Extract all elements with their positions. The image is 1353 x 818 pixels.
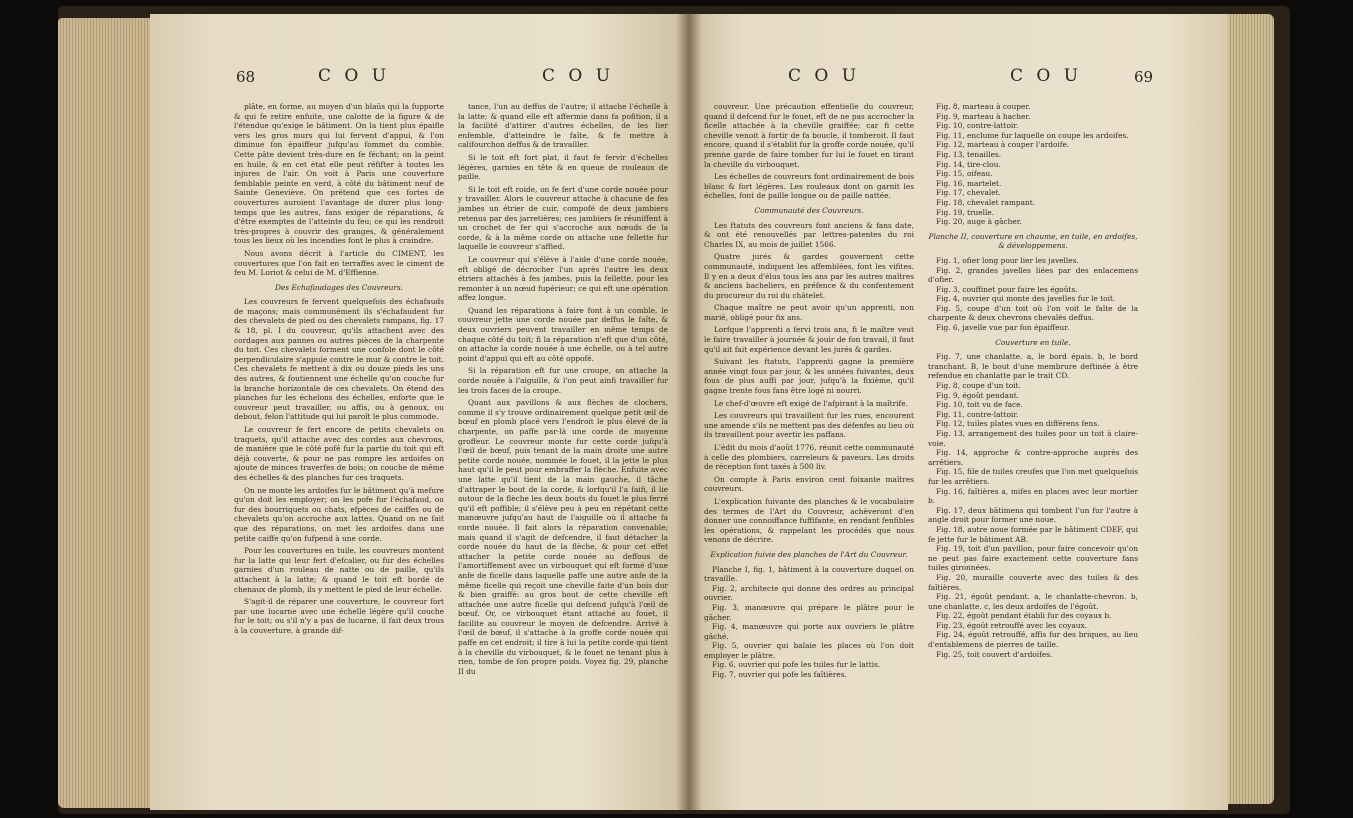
figure-entry: Fig. 2, grandes javelles liées par des enlacemens d'ofier. bbox=[928, 265, 1138, 285]
figure-entry: Fig. 15, file de tuiles creufes que l'on met quelquefois fur les arrêtiers. bbox=[928, 467, 1138, 486]
running-head-left-2: C O U bbox=[542, 66, 615, 86]
paragraph: Chaque maître ne peut avoir qu'un apprenti, non marié, obligé pour fix ans. bbox=[704, 303, 914, 322]
section-heading: Planche II, couverture en chaume, en tuile, en ardoifes, & développemens. bbox=[928, 231, 1138, 251]
paragraph: Si le toit eft fort plat, il faut fe fervir d'échelles légères, garnies en tête & en queue de rouleaux de paille. bbox=[458, 152, 668, 182]
right-page-column-1 bbox=[704, 102, 914, 680]
paragraph: Suivant les ftatuts, l'apprenti gagne la première année vingt fous par jour, & les années fuivantes, deux fous de plus auffi par jour, jufqu'à la fixième, qu'il gagne trente fous fans être logé ni nourri. bbox=[704, 357, 914, 396]
figure-entry: Fig. 24, égoût retrouffé, affis fur des briques, au lieu d'entablemens de pierres de taille. bbox=[928, 630, 1138, 650]
figure-entry: Fig. 18, chevalet rampant. bbox=[936, 197, 1036, 207]
figure-entry: Fig. 6, ouvrier qui pofe les tuiles fur le lattis. bbox=[712, 660, 881, 670]
paragraph: Les échelles de couvreurs font ordinairement de bois blanc & fort légères. Les rouleaux dont on garnit les échelles, font de paille longue ou de paille nattée. bbox=[704, 172, 914, 201]
figure-entry: Fig. 16, faîtières a, mifes en places avec leur mortier b. bbox=[928, 486, 1138, 506]
figure-entry: Fig. 13, arrangement des tuiles pour un toit à claire-voie. bbox=[928, 429, 1138, 448]
paragraph: plâte, en forme, au moyen d'un blaûs qui la fupporte & qui fe retire enfuite, une calotte de la figure & de l'étendue qu'exige le bâtiment. On la tient plus épaifle vers les gros murs qui lui fervent d'appui, & l'on diminue fon épaiffeur jufqu'au fommet du comble. Cette pâte devient très-dure en fe féchant; on la peint en huile, & en cet état elle peut réfifter à toutes les injures de l'air. On voit à Paris une couverture femblable peinte en verd, à côté du bâtiment neuf de Sainte Geneviève. On prétend que ces fortes de couvertures auroient l'avantage de durer plus long-temps que les autres, fans exiger de réparations, & d'être exemptes de l'atteinte du feu; ce qui les rendroit très-propres à couvrir des granges, & généralement tous les lieux où les incendies font le plus à craindre. bbox=[234, 102, 444, 246]
right-page bbox=[688, 14, 1228, 810]
paragraph: Les couvreurs fe fervent quelquefois des échafauds de maçons; mais communément ils s'échafaudent fur des chevalets de pied ou des chevalets rampans, fig. 17 & 18, pl. I du couvreur, qu'ils attachent avec des cordages aux pannes ou autres pièces de la charpente du toit. Ces chevalets forment une confole dont le côté perpendiculaire s'appuie contre le mur & contre le toit. Ces chevalets fe mettent à dix ou douze pieds les uns des autres, & foutiennent une échelle qu'on couche fur la branche horizontale de ces chevalets. On étend des planches fur les échelons des échelles, enforte que le couvreur peut travailler, ou affis, ou à genoux, ou debout, felon l'attitude qui lui paroît le plus commode. bbox=[234, 297, 444, 422]
paragraph: Si la réparation eft fur une croupe, on attache la corde nouée à l'aiguille, & l'on peut ainfi travailler fur les trois faces de la croupe. bbox=[458, 366, 668, 395]
figure-entry: Fig. 7, une chanlatte. a, le bord épais. b, le bord tranchant. B, le bout d'une membrure deftinée à être refendue en chanlatte par le trait CD. bbox=[928, 352, 1138, 381]
section-heading: Explication fuivie des planches de l'Art du Couvreur. bbox=[710, 549, 908, 559]
paragraph: Le chef-d'œuvre eft exigé de l'afpirant à la maîtrife. bbox=[714, 398, 909, 408]
figure-entry: Fig. 5, ouvrier qui balaie les places où l'on doit employer le plâtre. bbox=[704, 641, 914, 660]
paragraph: Les couvreurs qui travaillent fur les rues, encourent une amende s'ils ne mettent pas des défenfes au lieu où ils travaillent pour avertir les paffans. bbox=[704, 411, 914, 440]
paragraph: On ne monte les ardoifes fur le bâtiment qu'à mefure qu'on doit les employer; on les pofe fur l'échafaud, ou fur des bourriquets ou chats, efpèces de caiffes ou de chevalets qu'on accroche aux lattes. Quand on ne fait que des réparations, on met les ardoifes dans une petite caiffe qu'on fufpend à une corde. bbox=[234, 485, 444, 543]
figure-entry: Fig. 2, architecte qui donne des ordres au principal ouvrier. bbox=[704, 583, 914, 603]
left-page-stack bbox=[58, 18, 154, 808]
figure-entry: Fig. 22, égoût pendant établi fur des coyaux b. bbox=[936, 611, 1112, 621]
section-heading: Des Echafaudages des Couvreurs. bbox=[274, 282, 404, 292]
page-number-left: 68 bbox=[236, 68, 256, 86]
figure-entry: Fig. 4, ouvrier qui monte des javelles fur le toit. bbox=[936, 294, 1116, 304]
running-head-right-2: C O U bbox=[1010, 66, 1083, 86]
paragraph: L'édit du mois d'août 1776, réunit cette communauté à celle des plombiers, carreleurs & paveurs. Les droits de réception font taxés à 500 liv. bbox=[704, 443, 914, 472]
figure-entry: Fig. 3, manœuvre qui prépare le plâtre pour le gâcher. bbox=[704, 602, 914, 622]
figure-entry: Fig. 1, ofier long pour lier les javelles. bbox=[936, 255, 1079, 265]
figure-entry: Fig. 8, coupe d'un toit. bbox=[936, 381, 1021, 391]
paragraph: Les ftatuts des couvreurs font anciens & fans date, & ont été renouvellés par lettres-patentes du roi Charles IX, au mois de juillet 1566. bbox=[704, 220, 914, 249]
figure-entry: Fig. 12, tuiles plates vues en différens fens. bbox=[936, 419, 1100, 429]
figure-entry: Fig. 16, martelet. bbox=[936, 178, 1002, 188]
figure-entry: Fig. 17, deux bâtimens qui tombent l'un fur l'autre à angle droit pour former une noue. bbox=[928, 505, 1138, 525]
paragraph: Quand les réparations à faire font à un comble, le couvreur jette une corde nouée par deffus le faîte, & deux ouvriers peuvent travailler en même temps de chaque côté du toit; fi la réparation n'eft que d'un côté, on attache la corde nouée à une échelle, ou à tel autre point d'appui qui eft au côté oppofé. bbox=[458, 305, 668, 363]
figure-entry: Fig. 17, chevalet. bbox=[936, 188, 1001, 198]
paragraph: L'explication fuivante des planches & le vocabulaire des termes de l'Art du Couvreur, achèveront d'en donner une connoiffance fuffifante, en rendant fenfibles les opérations, & rappelant les procédés que nous venons de décrire. bbox=[704, 496, 914, 545]
section-heading: Communauté des Couvreurs. bbox=[754, 205, 864, 215]
left-page bbox=[150, 14, 690, 810]
page-number-right: 69 bbox=[1134, 68, 1154, 86]
figure-entry: Fig. 14, tire-clou. bbox=[936, 159, 1001, 169]
section-heading: Couverture en tuile. bbox=[995, 337, 1071, 347]
figure-entry: Fig. 9, égoût pendant. bbox=[936, 390, 1020, 400]
figure-entry: Fig. 11, contre-lattoir. bbox=[936, 409, 1019, 419]
figure-entry: Fig. 4, manœuvre qui porte aux ouvriers le plâtre gâché. bbox=[704, 622, 914, 641]
right-page-stack bbox=[1222, 14, 1274, 804]
figure-entry: Fig. 19, toit d'un pavillon, pour faire concevoir qu'on ne peut pas faire exactement cette couverture fans tuiles gironnées. bbox=[928, 544, 1138, 573]
paragraph: Si le toit eft roide, on fe fert d'une corde nouée pour y travailler. Alors le couvreur attache à chacune de fes jambes un étrier de cuir, compofé de deux jambiers retenus par des jarretières; ces jambiers fe réuniffent à un crochet de fer qui s'accroche aux nœuds de la corde, & à la même corde on attache une fellette fur laquelle le couvreur s'affied. bbox=[458, 184, 668, 252]
running-head-right-1: C O U bbox=[788, 66, 861, 86]
paragraph: Nous avons décrit à l'article du CIMENT, les couvertures que l'on fait en terraffes avec le ciment de feu M. Loriot & celui de M. d'Effienne. bbox=[234, 248, 444, 278]
left-page-column-2 bbox=[458, 102, 668, 679]
figure-entry: Fig. 10, toit vu de face. bbox=[936, 400, 1023, 410]
paragraph: Lorfque l'apprenti a fervi trois ans, fi le maître veut le faire travailler à journée & jouir de fon travail, il faut qu'il ait fait expérience devant les jurés & gardes. bbox=[704, 325, 914, 354]
paragraph: Le couvreur qui s'élève à l'aide d'une corde nouée, eft obligé de décrocher l'un après l'autre les deux étriers attachés à fes jambes, puis la fellette, pour les remonter à un nœud fupérieur; ce qui eft une opération affez longue. bbox=[458, 254, 668, 303]
figure-entry: Fig. 14, approche & contre-approche auprès des arrêtiers. bbox=[928, 448, 1138, 467]
figure-entry: Fig. 19, truelle. bbox=[936, 207, 995, 217]
figure-entry: Fig. 20, auge à gâcher. bbox=[936, 217, 1022, 227]
figure-entry: Fig. 7, ouvrier qui pofe les faîtières. bbox=[712, 670, 847, 680]
paragraph: couvreur. Une précaution effentielle du couvreur, quand il defcend fur le fouet, eft de ne pas accrocher la ficelle attachée à la cheville graiffée; car fi cette cheville venoit à fortir de fa boucle, il tomberoit. Il faut encore, quand il s'établit fur la groffe corde nouée, qu'il prenne garde de faire tomber fur lui le fouet en tirant la cheville du virbouquet. bbox=[704, 102, 914, 169]
paragraph: On compte à Paris environ cent foixante maîtres couvreurs. bbox=[704, 474, 914, 494]
figure-entry: Fig. 23, égoût retrouffé avec les coyaux. bbox=[936, 620, 1088, 630]
figure-entry: Fig. 10, contre-lattoir. bbox=[936, 121, 1019, 131]
figure-entry: Planche I, fig. 1, bâtiment à la couverture duquel on travaille. bbox=[704, 564, 914, 584]
figure-entry: Fig. 8, marteau à couper. bbox=[936, 102, 1031, 111]
figure-entry: Fig. 3, couffinet pour faire les égoûts. bbox=[936, 284, 1078, 294]
paragraph: Quant aux pavillons & aux flèches de clochers, comme il s'y trouve ordinairement quelque petit œil de bœuf en plomb placé vers l'endroit le plus élevé de la charpente, on paffe par-là une corde de moyenne groffeur. Le couvreur monte fur cette corde jufqu'à l'œil de bœuf, puis tenant de la main droite une autre petite corde nouée, nommée le fouet, il la jette le plus haut qu'il le peut pour embraffer la flèche. Enfuite avec une latte qu'il tient de la main gauche, il tâche d'attraper le bout de la corde, & lorfqu'il l'a faifi, il lie autour de la flèche les deux bouts du fouet le plus ferré qu'il eft poffible; il s'élève peu à peu en répétant cette manœuvre jufqu'au haut de l'aiguille où il attache fa corde nouée. Il fait alors la réparation convenable; mais quand il s'agit de defcendre, il faut détacher la corde nouée du haut de la flèche, & pour cet effet attacher la petite corde nouée au deffous de l'amortiffement avec un virbouquet qui eft formé d'une anfe de ficelle dans laquelle paffe une autre anfe de la même ficelle qui reçoit une cheville faite d'un bois dur & bien graiffé: au gros bout de cette cheville eft attachée une autre ficelle qui defcend jufqu'à l'œil de bœuf. Or, ce virbouquet étant attaché au fouet, il facilite au couvreur le moyen de defcendre. Arrivé à l'œil de bœuf, il s'attache à la groffe corde nouée qui paffe en cet endroit; il tire à lui la petite corde qui tient à la cheville du virbouquet, & le fouet ne tenant plus à rien, tombe de fon propre poids. Voyez fig. 29, planche II du bbox=[458, 398, 668, 676]
paragraph: tance, l'un au deffus de l'autre; il attache l'échelle à la latte; & quand elle eft affermie dans fa pofition, il a la facilité d'attirer d'autres échelles, de les lier enfemble, d'atteindre le faîte, & fe mettre à califourchon deffus & de travailler. bbox=[458, 102, 668, 150]
running-head-left-1: C O U bbox=[318, 66, 391, 86]
figure-entry: Fig. 20, muraille couverte avec des tuiles & des faîtières. bbox=[928, 572, 1138, 592]
figure-entry: Fig. 21, égoût pendant. a, le chanlatte-chevron. b, une chanlatte. c, les deux ardoifes de l'égoût. bbox=[928, 592, 1138, 611]
figure-entry: Fig. 15, oifeau. bbox=[936, 169, 993, 179]
figure-entry: Fig. 12, marteau à couper l'ardoife. bbox=[936, 140, 1070, 150]
figure-entry: Fig. 25, toit couvert d'ardoifes. bbox=[936, 649, 1053, 659]
book-gutter bbox=[676, 14, 702, 810]
paragraph: S'agit-il de réparer une couverture, le couvreur fort par une lucarne avec une échelle légère qu'il couche fur le toit; ou s'il n'y a pas de lucarne, il fait deux trous à la couverture, à grande dif- bbox=[234, 597, 444, 635]
figure-entry: Fig. 9, marteau à hacher. bbox=[936, 111, 1031, 121]
figure-entry: Fig. 13, tenailles. bbox=[936, 149, 1002, 159]
paragraph: Pour les couvertures en tuile, les couvreurs montent fur la latte qui leur fert d'efcalier, ou fur des échelles garnies d'un rouleau de natte ou de paille, qu'ils attachent à la latte; & quand le toit eft bordé de chenaux de plomb, ils y mettent le pied de leur échelle. bbox=[234, 546, 444, 594]
figure-entry: Fig. 6, javelle vue par fon épaiffeur. bbox=[936, 323, 1070, 333]
paragraph: Le couvreur fe fert encore de petits chevalets ou traquets, qu'il attache avec des cordes aux chevrons, de manière que le côté pofé fur la partie du toit qui eft déjà couverte, & pour ne pas rompre les ardoifes on ajoute de minces traverfes de bois; on couche de même des échelles & des planches fur ces traquets. bbox=[234, 425, 444, 482]
figure-entry: Fig. 11, enclume fur laquelle on coupe les ardoifes. bbox=[936, 130, 1129, 140]
paragraph: Quatre jurés & gardes gouvernent cette communauté, indiquent les affemblées, font les vifites. Il y en a deux d'élus tous les ans par les autres maîtres & anciens bacheliers, en préfence & du confentement du procureur du roi du châtelet. bbox=[704, 252, 914, 300]
left-page-column-1 bbox=[234, 102, 444, 638]
figure-entry: Fig. 18, autre noue formée par le bâtiment CDEF, qui fe jette fur le bâtiment AB. bbox=[928, 524, 1138, 544]
figure-entry: Fig. 5, coupe d'un toit où l'on voit le faîte de la charpente & deux chevrons chevalés deffus. bbox=[928, 303, 1138, 323]
right-page-column-2 bbox=[928, 102, 1138, 659]
